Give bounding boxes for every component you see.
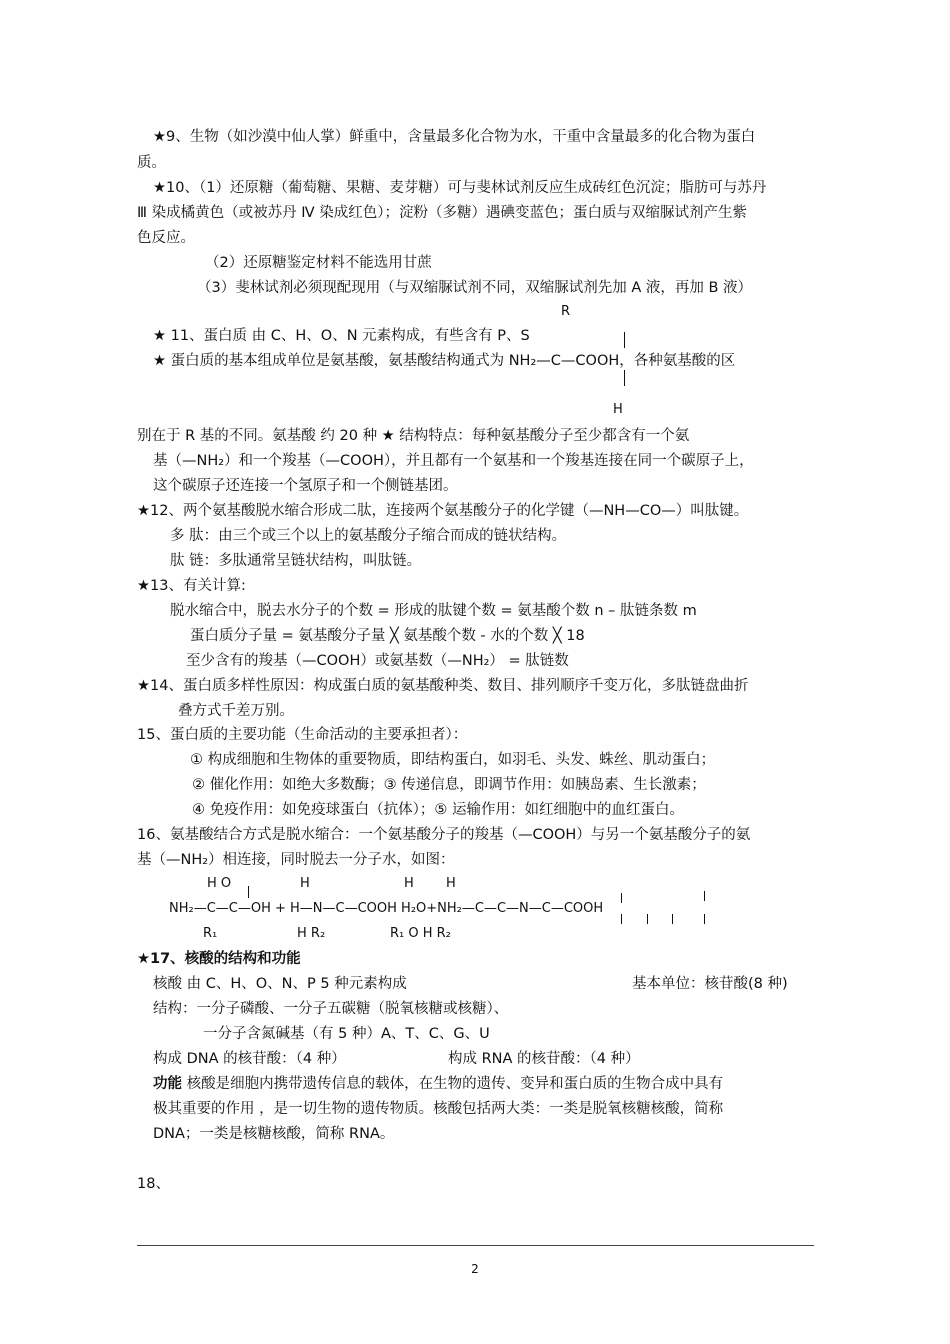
line-rna-nucleotide: 构成 RNA 的核苷酸：（4 种）: [448, 1051, 640, 1067]
diagram-bottom-left: R₁: [203, 926, 218, 941]
formula-h-label: H: [613, 402, 623, 417]
formula-r-label: R: [561, 304, 571, 319]
line-item-9-cont: 质。: [137, 155, 166, 171]
line-nucleic-structure: 结构：一分子磷酸、一分子五碳糖（脱氧核糖或核糖）、: [153, 1001, 509, 1017]
diagram-top-right-2: H: [446, 876, 456, 891]
line-nucleic-unit: 基本单位：核苷酸(8 种): [632, 976, 788, 992]
line-nucleic-function-3: DNA；一类是核糖核酸，简称 RNA。: [153, 1126, 395, 1142]
diagram-bottom-right: R₁ O H R₂: [390, 926, 451, 941]
line-amino-acid-diff: 别在于 R 基的不同。氨基酸 约 20 种 ★ 结构特点：每种氨基酸分子至少都含有一个氨: [137, 428, 690, 444]
diagram-bottom-mid: H R₂: [297, 926, 326, 941]
diagram-top-mid: H: [300, 876, 310, 891]
line-nucleic-function: [153, 1074, 723, 1094]
diagram-bond: [704, 914, 705, 924]
line-calc-3: 至少含有的羧基（—COOH）或氨基数（—NH₂） = 肽链数: [186, 653, 569, 669]
line-amino-acid-formula: ★ 蛋白质的基本组成单位是氨基酸，氨基酸结构通式为 NH₂—C—COOH，各种氨基酸的区: [153, 353, 736, 369]
diagram-bond: [248, 886, 249, 898]
line-item-13: ★13、有关计算:: [137, 578, 246, 594]
line-nucleic-elements: 核酸 由 C、H、O、N、P 5 种元素构成: [153, 976, 407, 992]
formula-bond-bottom: [624, 370, 625, 386]
function-label: 功能: [153, 1076, 182, 1092]
line-item-12: ★12、两个氨基酸脱水缩合形成二肽，连接两个氨基酸分子的化学键（—NH—CO—）叫肽键。: [137, 503, 749, 519]
line-item-10: ★10、（1）还原糖（葡萄糖、果糖、麦芽糖）可与斐林试剂反应生成砖红色沉淀；脂肪可与苏丹: [153, 180, 767, 196]
line-item-10-cont1: Ⅲ 染成橘黄色（或被苏丹 Ⅳ 染成红色）；淀粉（多糖）遇碘变蓝色；蛋白质与双缩脲试剂产生紫: [137, 205, 747, 221]
line-dna-nucleotide: 构成 DNA 的核苷酸：（4 种）: [153, 1051, 346, 1067]
line-calc-1: 脱水缩合中，脱去水分子的个数 = 形成的肽键个数 = 氨基酸个数 n – 肽链条数 m: [170, 603, 697, 619]
diagram-bond: [621, 914, 622, 924]
line-polypeptide: 多 肽：由三个或三个以上的氨基酸分子缩合而成的链状结构。: [170, 528, 567, 544]
line-item-11: ★ 11、蛋白质 由 C、H、O、N 元素构成，有些含有 P、S: [153, 328, 530, 344]
line-item-10-cont2: 色反应。: [137, 230, 195, 246]
line-function-2: ② 催化作用：如绝大多数酶；③ 传递信息，即调节作用：如胰岛素、生长激素；: [192, 777, 706, 793]
line-nucleic-structure-2: 一分子含氮碱基（有 5 种）A、T、C、G、U: [203, 1026, 490, 1042]
diagram-top-right-1: H: [404, 876, 414, 891]
formula-bond-top: [624, 332, 625, 348]
line-item-14: ★14、蛋白质多样性原因：构成蛋白质的氨基酸种类、数目、排列顺序千变万化，多肽链盘曲折: [137, 678, 749, 694]
line-amino-acid-struct: 基（—NH₂）和一个羧基（—COOH），并且都有一个氨基和一个羧基连接在同一个碳原子上，: [153, 453, 754, 469]
diagram-bond: [647, 914, 648, 924]
line-item-14-cont: 叠方式千差万别。: [178, 703, 294, 719]
line-amino-acid-struct2: 这个碳原子还连接一个氢原子和一个侧链基团。: [153, 478, 458, 494]
line-item-9: ★9、生物（如沙漠中仙人掌）鲜重中，含量最多化合物为水，干重中含量最多的化合物为蛋白: [153, 129, 756, 145]
footer-divider: [137, 1245, 814, 1246]
diagram-bond: [621, 893, 622, 903]
function-text: 核酸是细胞内携带遗传信息的载体，在生物的遗传、变异和蛋白质的生物合成中具有: [186, 1076, 724, 1092]
line-item-16-cont: 基（—NH₂）相连接，同时脱去一分子水，如图：: [137, 852, 455, 868]
line-item-10-2: （2）还原糖鉴定材料不能选用甘蔗: [205, 255, 432, 271]
line-calc-2: 蛋白质分子量 = 氨基酸分子量 ╳ 氨基酸个数 - 水的个数 ╳ 18: [190, 628, 585, 644]
line-item-16: 16、氨基酸结合方式是脱水缩合：一个氨基酸分子的羧基（—COOH）与另一个氨基酸分子的氨: [137, 827, 751, 843]
line-item-10-3: （3）斐林试剂必须现配现用（与双缩脲试剂不同，双缩脲试剂先加 A 液，再加 B 液）: [197, 280, 753, 296]
line-item-18: 18、: [137, 1176, 170, 1192]
diagram-top-left: H O: [207, 876, 232, 891]
line-function-3: ④ 免疫作用：如免疫球蛋白（抗体）；⑤ 运输作用：如红细胞中的血红蛋白。: [192, 802, 684, 818]
line-peptide-chain: 肽 链：多肽通常呈链状结构，叫肽链。: [170, 553, 422, 569]
line-item-15: 15、蛋白质的主要功能（生命活动的主要承担者）：: [137, 727, 468, 743]
diagram-bond: [704, 891, 705, 901]
line-nucleic-function-2: 极其重要的作用 ，是一切生物的遗传物质。核酸包括两大类：一类是脱氧核糖核酸，简称: [153, 1101, 724, 1117]
line-item-17: ★17、核酸的结构和功能: [137, 951, 301, 967]
page-number: 2: [471, 1262, 479, 1276]
diagram-main-row: NH₂—C—C—OH + H—N—C—COOH H₂O+NH₂—C—C—N—C—COOH: [169, 901, 604, 916]
line-function-1: ① 构成细胞和生物体的重要物质，即结构蛋白，如羽毛、头发、蛛丝、肌动蛋白；: [190, 752, 716, 768]
diagram-bond: [672, 914, 673, 924]
